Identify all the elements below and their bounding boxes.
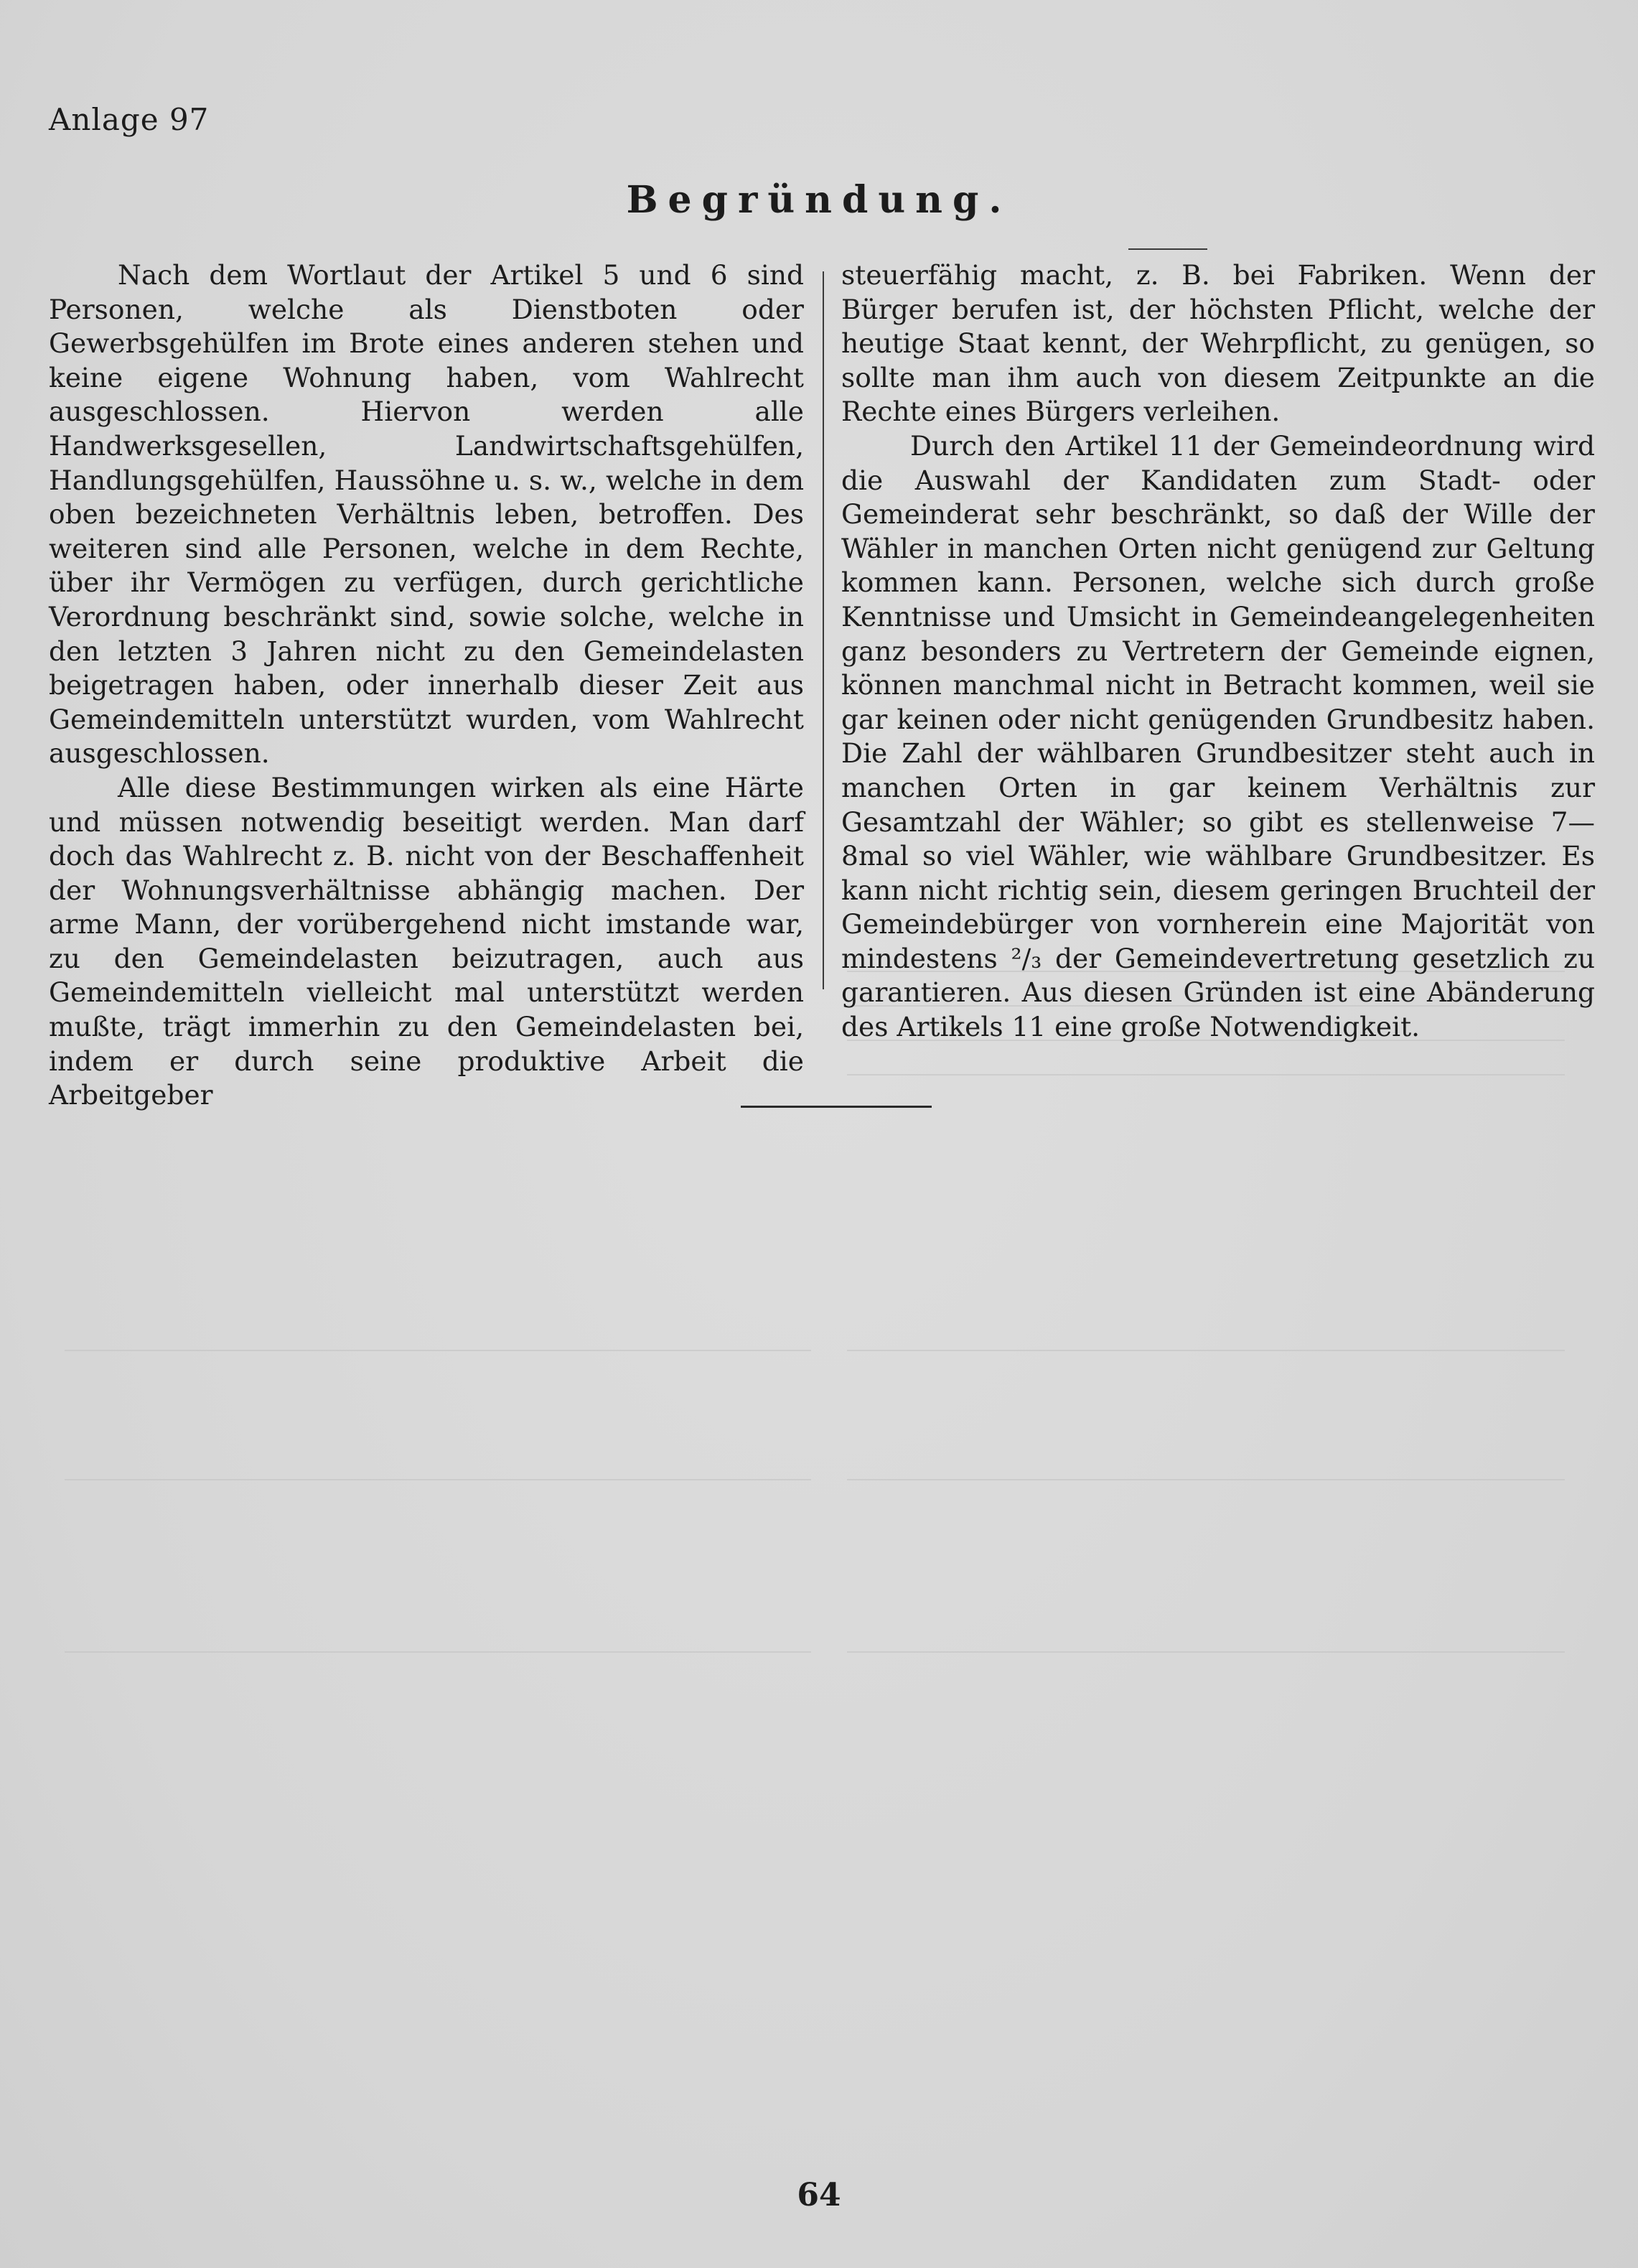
page-number: 64 [797, 2177, 841, 2213]
column-divider [823, 271, 824, 989]
bleed-through-line [847, 1479, 1565, 1480]
bleed-through-line [65, 1651, 811, 1653]
paragraph: Alle diese Bestimmungen wirken als eine Härte und müssen notwendig beseitigt werden. Man darf doch das Wahlrecht z. B. nicht von der Beschaffenheit der Wohnungsverhältnisse abhängig machen. Der arme Mann, der vorübergehend nicht imstande war, zu den Gemeindelasten beizutragen, auch aus Gemeindemitteln vielleicht mal unterstützt werden mußte, trägt immerhin zu den Gemeindelasten bei, indem er durch seine produktive Arbeit die Arbeitgeber [49, 771, 804, 1111]
bleed-through-line [847, 1350, 1565, 1351]
right-column [841, 258, 1595, 1045]
page-title: Begründung. [626, 178, 1012, 222]
bleed-through-line [65, 1479, 811, 1480]
bleed-through-line [65, 1350, 811, 1351]
annex-label: Anlage 97 [49, 102, 210, 137]
bleed-through-line [847, 1074, 1565, 1075]
paragraph: steuerfähig macht, z. B. bei Fabriken. Wenn der Bürger berufen ist, der höchsten Pflicht, welche der heutige Staat kennt, der Wehrpflicht, zu genügen, so sollte man ihm auch von diesem Zeitpunkte an die Rechte eines Bürgers verleihen. [841, 259, 1595, 428]
left-column [49, 258, 804, 1113]
bleed-through-line [847, 1651, 1565, 1653]
column-top-rule [1128, 248, 1207, 250]
paragraph: Nach dem Wortlaut der Artikel 5 und 6 sind Personen, welche als Dienstboten oder Gewerbsgehülfen im Brote eines anderen stehen und keine eigene Wohnung haben, vom Wahlrecht ausgeschlossen. Hiervon werden alle Handwerksgesellen, Landwirtschaftsgehülfen, Handlungsgehülfen, Haussöhne u. s. w., welche in dem oben bezeichneten Verhältnis leben, betroffen. Des weiteren sind alle Personen, welche in dem Rechte, über ihr Vermögen zu verfügen, durch gerichtliche Verordnung beschränkt sind, sowie solche, welche in den letzten 3 Jahren nicht zu den Gemeindelasten beigetragen haben, oder innerhalb dieser Zeit aus Gemeindemitteln unterstützt wurden, vom Wahlrecht ausgeschlossen. [49, 259, 804, 770]
section-end-rule [741, 1106, 932, 1108]
paragraph: Durch den Artikel 11 der Gemeindeordnung wird die Auswahl der Kandidaten zum Stadt- oder Gemeinderat sehr beschränkt, so daß der Wille der Wähler in manchen Orten nicht genügend zur Geltung kommen kann. Personen, welche sich durch große Kenntnisse und Umsicht in Gemeindeangelegenheiten ganz besonders zu Vertretern der Gemeinde eignen, können manchmal nicht in Betracht kommen, weil sie gar keinen oder nicht genügenden Grundbesitz haben. Die Zahl der wählbaren Grundbesitzer steht auch in manchen Orten in gar keinem Verhältnis zur Gesamtzahl der Wähler; so gibt es stellenweise 7—8mal so viel Wähler, wie wählbare Grundbesitzer. Es kann nicht richtig sein, diesem geringen Bruchteil der Gemeindebürger von vornherein eine Majorität von mindestens ²/₃ der Gemeindevertretung gesetzlich zu garantieren. Aus diesen Gründen ist eine Abänderung des Artikels 11 eine große Notwendigkeit. [841, 429, 1595, 1043]
